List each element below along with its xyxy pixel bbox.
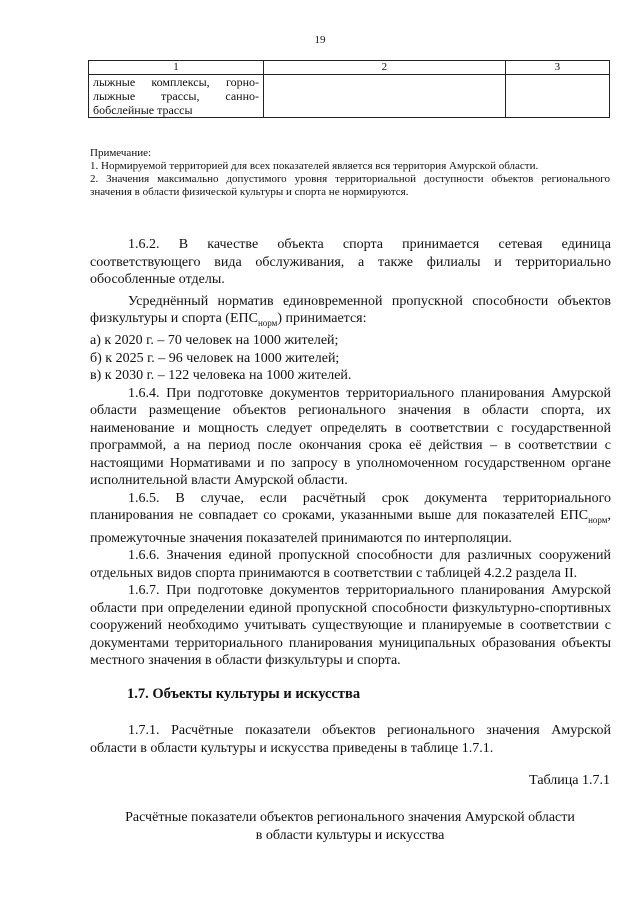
paragraph-text: Усреднённый норматив единовременной пропускной способности объектов физкультуры и спорта (ЕПС <box>90 293 611 326</box>
table-cell <box>89 75 264 118</box>
table-header-cell: 2 <box>264 61 506 75</box>
table-cell-line: лыжные трассы, санно- <box>93 89 259 103</box>
paragraph-1-6-6: 1.6.6. Значения единой пропускной способности для различных сооружений отдельных видов спорта принимаются в соответствии с таблицей 4.2.2 раздела II. <box>90 548 611 581</box>
paragraph-text: , промежуточные значения показателей принимаются по интерполяции. <box>90 508 611 546</box>
table-cell-line: бобслейные трассы <box>93 103 193 117</box>
section-body <box>90 722 611 758</box>
table-header-cell: 1 <box>89 61 264 75</box>
subscript: норм <box>257 317 278 328</box>
table-cell <box>505 75 609 118</box>
list-item: б) к 2025 г. – 96 человек на 1000 жителей; <box>90 350 340 366</box>
page-number: 19 <box>314 34 326 46</box>
list-item: в) к 2030 г. – 122 человека на 1000 жителей. <box>90 368 352 384</box>
section-heading: 1.7. Объекты культуры и искусства <box>127 686 361 702</box>
paragraph-text: ) принимается: <box>277 311 367 326</box>
table-label: Таблица 1.7.1 <box>529 773 610 788</box>
paragraph-1-6-4: 1.6.4. При подготовке документов территориального планирования Амурской области размещение объектов регионального значения в области спорта, их наименование и мощность следует определять в соответствии с государственной программой, а на период после окончания срока её действия – в соответствии с настоящими Нормативами и по запросу в уполномоченном государственном органе исполнительной власти Амурской области. <box>90 385 611 489</box>
table-title-line: в области культуры и искусства <box>255 828 445 843</box>
paragraph-1-6-3 <box>90 293 611 333</box>
paragraph-text: 1.6.5. В случае, если расчётный срок документа территориального планирования не совпадает со сроками, указанными выше для показателей ЕПС <box>90 490 611 524</box>
paragraph-1-6-2: 1.6.2. В качестве объекта спорта принимается сетевая единица соответствующего вида обслуживания, а также филиалы и территориально обособленные отделы. <box>90 237 611 287</box>
note-block <box>90 147 610 199</box>
table-header-row <box>89 61 610 75</box>
table-cell <box>264 75 506 118</box>
continued-table <box>88 60 610 118</box>
paragraph-1-6-5 <box>90 490 611 547</box>
table-title <box>60 809 640 845</box>
table-title-line: Расчётные показатели объектов регионального значения Амурской области <box>125 810 575 825</box>
body-text <box>90 236 611 670</box>
list-item: а) к 2020 г. – 70 человек на 1000 жителей; <box>90 333 339 349</box>
note-item: 1. Нормируемой территорией для всех показателей является вся территория Амурской области. <box>90 160 539 172</box>
note-item: 2. Значения максимально допустимого уровня территориальной доступности объектов регионального значения в области физической культуры и спорта не нормируются. <box>90 173 610 198</box>
paragraph-1-7-1: 1.7.1. Расчётные показатели объектов регионального значения Амурской области в области культуры и искусства приведены в таблице 1.7.1. <box>90 723 611 756</box>
paragraph-1-6-7: 1.6.7. При подготовке документов территориального планирования Амурской области при определении единой пропускной способности физкультурно-спортивных сооружений необходимо учитывать существующие и планируемые в соответствии с документами территориального планирования муниципальных образования объекты местного значения в области физкультуры и спорта. <box>90 583 611 669</box>
table-header-cell: 3 <box>505 61 609 75</box>
note-title: Примечание: <box>90 147 152 159</box>
table-row <box>89 75 610 118</box>
table-cell-line: лыжные комплексы, горно- <box>93 75 259 89</box>
subscript: норм <box>588 515 608 526</box>
